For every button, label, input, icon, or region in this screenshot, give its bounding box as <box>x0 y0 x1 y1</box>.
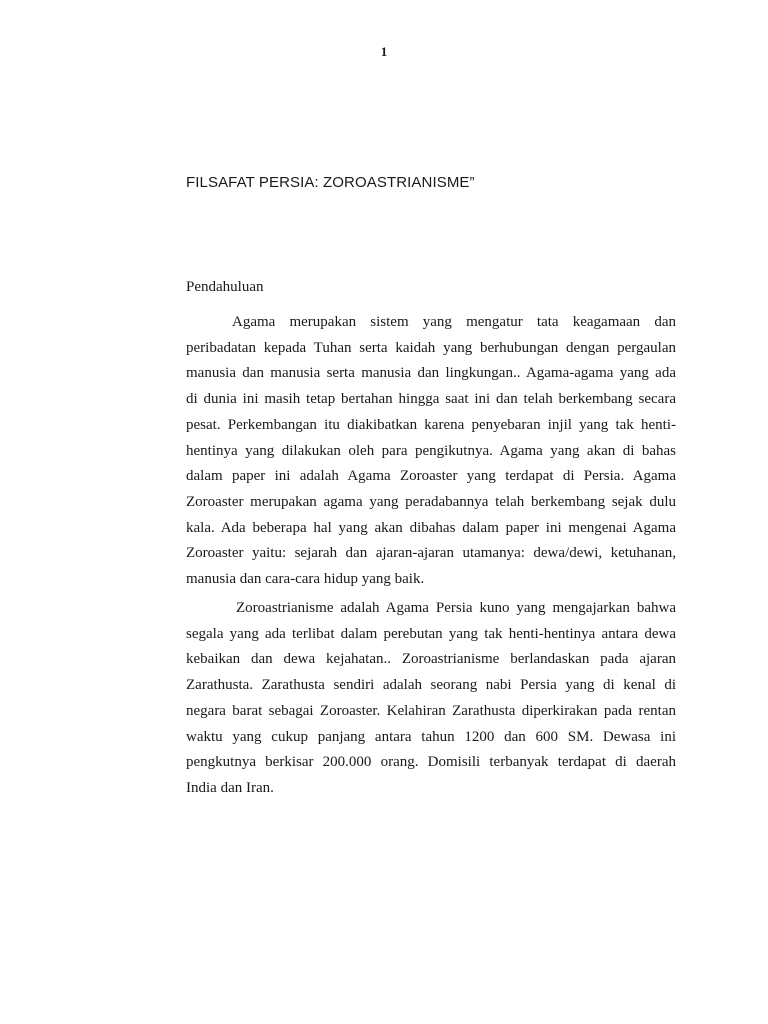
paragraph-line: manusia dan manusia serta manusia dan lingkungan.. Agama-agama yang ada <box>186 365 676 382</box>
paragraph-line: Zoroastrianisme adalah Agama Persia kuno yang mengajarkan bahwa <box>236 600 676 616</box>
paragraph-line: kebaikan dan dewa kejahatan.. Zoroastrianisme berlandaskan pada ajaran <box>186 651 676 668</box>
paragraph-line: Zoroaster yaitu: sejarah dan ajaran-ajaran utamanya: dewa/dewi, ketuhanan, <box>186 545 676 562</box>
page-number: 1 <box>380 44 388 59</box>
paragraph-2 <box>186 596 676 802</box>
paragraph-line: peribadatan kepada Tuhan serta kaidah yang berhubungan dengan pergaulan <box>186 339 676 356</box>
paragraph-line: di dunia ini masih tetap bertahan hingga saat ini dan telah berkembang secara <box>186 391 676 408</box>
document-title: FILSAFAT PERSIA: ZOROASTRIANISME” <box>186 174 475 191</box>
paragraph-line: hentinya yang dilakukan oleh para pengikutnya. Agama yang akan di bahas <box>186 442 676 459</box>
paragraph-1 <box>186 310 676 593</box>
paragraph-line: waktu yang cukup panjang antara tahun 1200 dan 600 SM. Dewasa ini <box>186 728 676 745</box>
paragraph-line: manusia dan cara-cara hidup yang baik. <box>186 571 425 588</box>
section-heading: Pendahuluan <box>186 279 264 295</box>
paragraph-line: segala yang ada terlibat dalam perebutan yang tak henti-hentinya antara dewa <box>186 625 676 642</box>
paragraph-line: negara barat sebagai Zoroaster. Kelahiran Zarathusta diperkirakan pada rentan <box>186 702 676 719</box>
paragraph-line: pesat. Perkembangan itu diakibatkan karena penyebaran injil yang tak henti- <box>186 416 676 433</box>
paragraph-line: kala. Ada beberapa hal yang akan dibahas dalam paper ini mengenai Agama <box>186 519 676 536</box>
paragraph-line: Zoroaster merupakan agama yang peradabannya telah berkembang sejak dulu <box>186 493 676 510</box>
paragraph-line: India dan Iran. <box>186 779 274 796</box>
paragraph-line: Agama merupakan sistem yang mengatur tata keagamaan dan <box>232 314 676 330</box>
paragraph-line: dalam paper ini adalah Agama Zoroaster yang terdapat di Persia. Agama <box>186 468 676 485</box>
paragraph-line: pengkutnya berkisar 200.000 orang. Domisili terbanyak terdapat di daerah <box>186 754 676 771</box>
paragraph-line: Zarathusta. Zarathusta sendiri adalah seorang nabi Persia yang di kenal di <box>186 677 676 694</box>
